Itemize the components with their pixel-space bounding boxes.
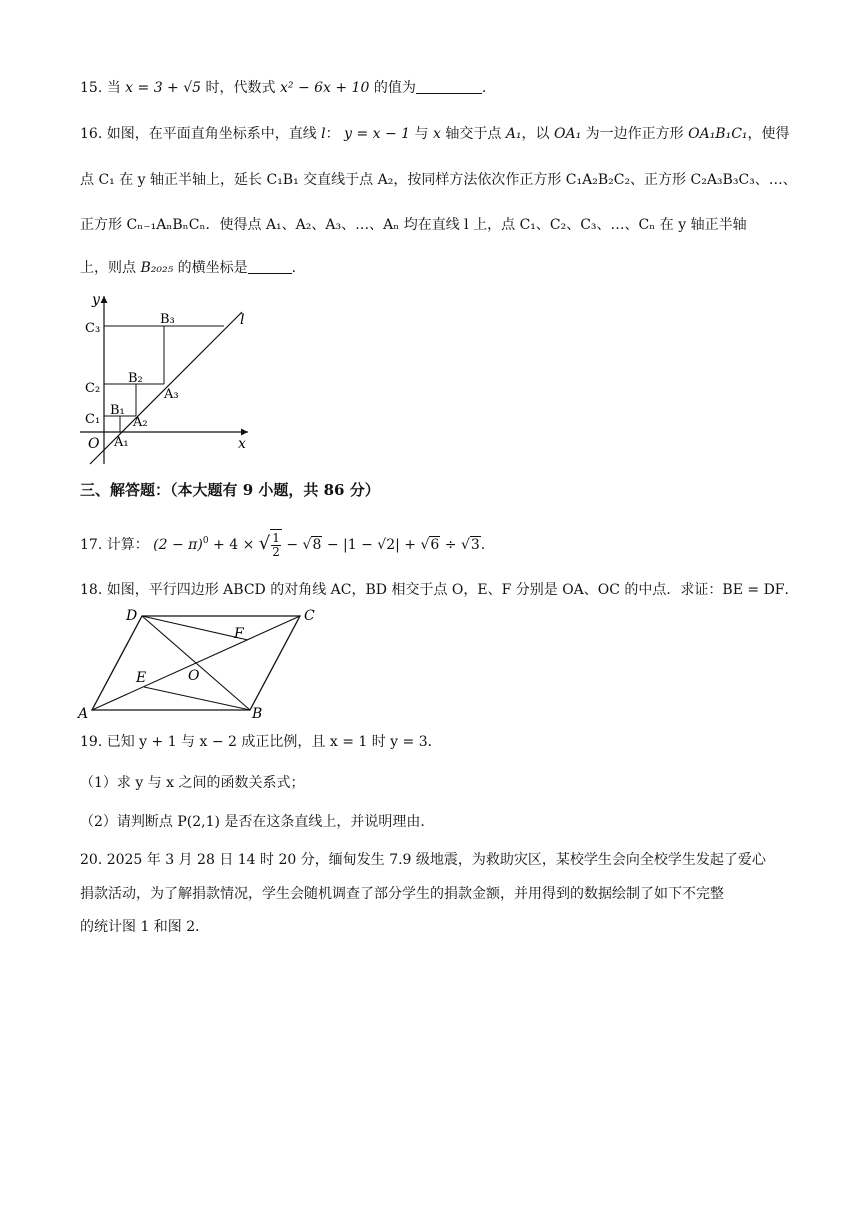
question-18: 18. 如图，平行四边形 ABCD 的对角线 AC，BD 相交于点 O，E、F 分别是 OA、OC 的中点．求证：BE = DF． (80, 582, 799, 598)
q17-sqrt8: 8 (312, 537, 322, 553)
q17-radical-sign: √ (258, 533, 271, 554)
label-E: E (136, 670, 147, 686)
label-B: B (252, 706, 263, 722)
q15-expr-x: x = 3 + √5 (125, 80, 202, 96)
q16-l4-c: 的横坐标是 (177, 260, 248, 276)
q16-l1-OA1: OA₁ (554, 126, 582, 142)
segment-BE (144, 687, 250, 710)
q17-part-2: + 4 × (213, 537, 255, 553)
q17-abs: |1 − √2| (343, 537, 400, 553)
label-l: l (240, 312, 245, 328)
figure-18-parallelogram (74, 604, 334, 722)
label-A: A (78, 706, 89, 722)
q17-sqrt6: 6 (430, 537, 440, 553)
label-C3: C₃ (85, 321, 101, 336)
q17-number: 17. (80, 537, 103, 553)
label-C2: C₂ (85, 381, 101, 396)
label-C: C (304, 608, 315, 624)
q16-l1-A1: A₁ (505, 126, 522, 142)
label-B3: B₃ (160, 312, 175, 327)
label-O: O (88, 436, 100, 452)
q17-label: 计算： (106, 537, 149, 553)
q16-l1-x: x (433, 126, 441, 142)
q16-l4-end: . (291, 260, 297, 276)
label-B2: B₂ (128, 371, 143, 386)
question-15 (80, 78, 486, 98)
q16-l1-colon: ： (325, 126, 340, 142)
q15-text-c: 的值为 (373, 80, 416, 96)
q17-frac-num: 1 (272, 530, 280, 545)
label-x: x (238, 436, 246, 452)
q16-l4-a: 上，则点 (80, 260, 136, 276)
label-D: D (126, 608, 138, 624)
question-20-line-3: 的统计图 1 和图 2． (80, 919, 210, 935)
q17-radicand-frac (270, 529, 282, 559)
label-A1: A₁ (114, 435, 129, 450)
q15-text-a: 当 (106, 80, 121, 96)
label-A2: A₂ (133, 415, 148, 430)
q17-exponent-0: 0 (202, 536, 209, 546)
q16-l1-c: 轴交于点 (445, 126, 502, 142)
question-17: 17. 计算： $(2 - \pi)^0 + 4$ × √ $\frac{1}{2}$ − √8 − |1 − √2| + √6 ÷ √3. (80, 530, 486, 559)
label-O: O (188, 668, 200, 684)
question-19-line-1: 19. 已知 y + 1 与 x − 2 成正比例，且 x = 1 时 y = 3． (80, 734, 442, 750)
q15-answer-blank (416, 93, 482, 94)
q16-l1-eq: y = x − 1 (344, 126, 411, 142)
section-3-heading: 三、解答题：（本大题有 9 小题，共 86 分） (80, 481, 380, 499)
q17-end: . (480, 537, 486, 553)
question-16-line-4 (80, 258, 296, 278)
q17-part-4: − (326, 537, 339, 553)
q17-part-3: − (286, 537, 299, 553)
label-C1: C₁ (85, 412, 101, 427)
q17-sqrt3: 3 (470, 537, 480, 553)
question-20-line-1: 20. 2025 年 3 月 28 日 14 时 20 分，缅甸发生 7.9 级地震，为救助灾区，某校学生会向全校学生发起了爱心 (80, 852, 766, 868)
q17-div: ÷ (444, 537, 457, 553)
label-F: F (234, 626, 244, 642)
q15-number: 15. (80, 80, 103, 96)
q16-l1-d: ，以 (521, 126, 550, 142)
q15-text-b: 时，代数式 (205, 80, 276, 96)
label-A3: A₃ (164, 387, 179, 402)
question-16-line-3: 正方形 Cₙ₋₁AₙBₙCₙ．使得点 A₁、A₂、A₃、…、Aₙ 均在直线 l 上，点 C₁、C₂、C₃、…、Cₙ 在 y 轴正半轴 (80, 217, 747, 233)
label-B1: B₁ (110, 403, 125, 418)
question-16-line-1 (80, 124, 790, 144)
q16-l1-f: ，使得 (747, 126, 790, 142)
label-y: y (92, 292, 100, 308)
question-16-line-2: 点 C₁ 在 y 轴正半轴上，延长 C₁B₁ 交直线于点 A₂，按同样方法依次作正方形 C₁A₂B₂C₂、正方形 C₂A₃B₃C₃、…、 (80, 172, 797, 188)
q16-l4-b2025: B₂₀₂₅ (140, 260, 174, 276)
q16-l1-l: l (321, 126, 326, 142)
segment-DF (142, 616, 248, 640)
q16-l1-a: 16. 如图，在平面直角坐标系中，直线 (80, 126, 317, 142)
q15-end: . (481, 80, 487, 96)
q17-part-1: (2 − π) (153, 537, 203, 553)
q17-frac-den: 2 (272, 544, 280, 559)
q16-l1-e: 为一边作正方形 (585, 126, 684, 142)
question-19-part-1: （1）求 y 与 x 之间的函数关系式； (80, 775, 305, 791)
question-19-part-2: （2）请判断点 P(2,1) 是否在这条直线上，并说明理由． (80, 814, 435, 830)
q16-answer-blank (248, 273, 292, 274)
q17-part-5: + (404, 537, 417, 553)
question-20-line-2: 捐款活动，为了解捐款情况，学生会随机调查了部分学生的捐款金额，并用得到的数据绘制了如下不完整 (80, 886, 724, 902)
q15-expr-poly: x² − 6x + 10 (279, 80, 370, 96)
q16-l1-square: OA₁B₁C₁ (688, 126, 748, 142)
q16-l1-b: 与 (414, 126, 429, 142)
figure-16-coordinate-diagram (80, 288, 270, 468)
